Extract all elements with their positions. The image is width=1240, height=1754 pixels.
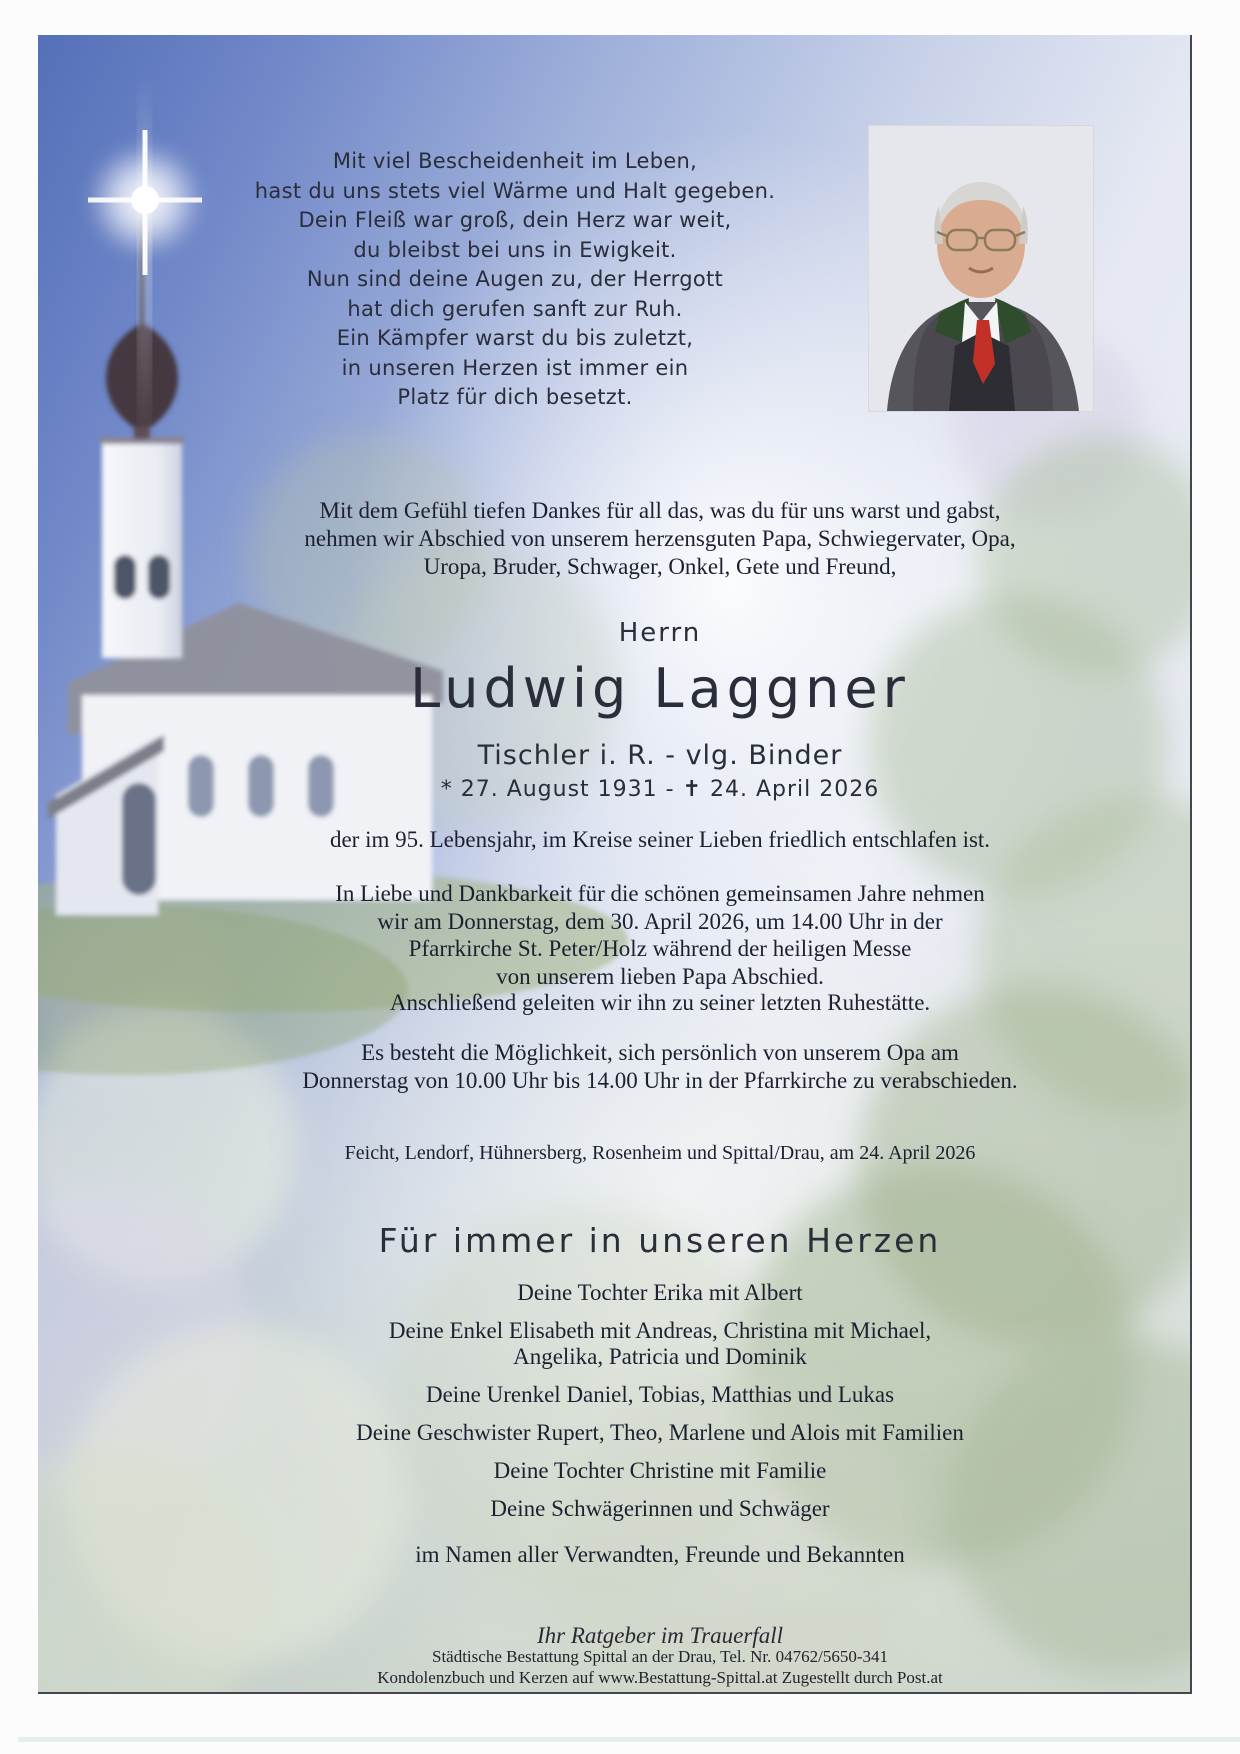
service-line: wir am Donnerstag, dem 30. April 2026, um 14.00 Uhr in der (377, 908, 943, 934)
service-line: von unserem lieben Papa Abschied. (496, 963, 824, 989)
profession-line: Tischler i. R. - vlg. Binder (477, 740, 843, 771)
scan-artifact-band (18, 1737, 1240, 1742)
poem-line: Nun sind deine Augen zu, der Herrgott (306, 267, 724, 291)
family-list (130, 1280, 1190, 1568)
farewell-line: Donnerstag von 10.00 Uhr bis 14.00 Uhr in der Pfarrkirche zu verabschieden. (302, 1067, 1018, 1093)
funeral-home-contact: Städtische Bestattung Spittal an der Drau, Tel. Nr. 04762/5650-341 (431, 1647, 888, 1666)
poem-line: hast du uns stets viel Wärme und Halt gegeben. (254, 178, 776, 203)
poem-line: hat dich gerufen sanft zur Ruh. (347, 296, 683, 321)
deceased-name: Ludwig Laggner (410, 657, 910, 720)
procession-line: Anschließend geleiten wir ihn zu seiner letzten Ruhestätte. (389, 990, 931, 1015)
family-line: Angelika, Patricia und Dominik (513, 1344, 807, 1369)
service-paragraph (130, 880, 1190, 990)
funeral-home-tagline: Ihr Ratgeber im Trauerfall (537, 1623, 783, 1648)
poem-line: in unseren Herzen ist immer ein (341, 355, 689, 380)
family-line: Deine Tochter Erika mit Albert (517, 1280, 803, 1305)
intro-line: Mit dem Gefühl tiefen Dankes für all das, was du für uns warst und gabst, (319, 498, 1001, 523)
closing-line: im Namen aller Verwandten, Freunde und Bekannten (415, 1542, 905, 1567)
remembrance-title: Für immer in unseren Herzen (378, 1221, 942, 1260)
family-line: Deine Geschwister Rupert, Theo, Marlene und Alois mit Familien (356, 1420, 964, 1445)
poem-line: du bleibst bei uns in Ewigkeit. (353, 237, 677, 262)
family-line: Deine Enkel Elisabeth mit Andreas, Christina mit Michael, (388, 1318, 932, 1343)
memorial-poem (38, 147, 992, 413)
passing-line: der im 95. Lebensjahr, im Kreise seiner Lieben friedlich entschlafen ist. (329, 827, 991, 852)
service-line: Pfarrkirche St. Peter/Holz während der heiligen Messe (408, 936, 912, 961)
funeral-home-footer (130, 1647, 1190, 1688)
poem-line: Dein Fleiß war groß, dein Herz war weit, (298, 208, 732, 232)
family-line: Deine Urenkel Daniel, Tobias, Matthias und Lukas (425, 1382, 895, 1407)
farewell-line: Es besteht die Möglichkeit, sich persönlich von unserem Opa am (361, 1040, 959, 1065)
salutation: Herrn (618, 618, 702, 648)
farewell-paragraph (130, 1039, 1190, 1094)
funeral-home-info: Kondolenzbuch und Kerzen auf www.Bestattung-Spittal.at Zugestellt durch Post.at (377, 1667, 943, 1687)
family-line: Deine Tochter Christine mit Familie (493, 1458, 827, 1483)
poem-line: Platz für dich besetzt. (397, 385, 633, 409)
poem-line: Ein Kämpfer warst du bis zuletzt, (336, 326, 694, 350)
obituary-card (38, 35, 1192, 1694)
intro-line: nehmen wir Abschied von unserem herzensguten Papa, Schwiegervater, Opa, (304, 526, 1016, 551)
service-line: In Liebe und Dankbarkeit für die schönen gemeinsamen Jahre nehmen (335, 881, 985, 906)
family-line: Deine Schwägerinnen und Schwäger (490, 1496, 830, 1521)
poem-line: Mit viel Bescheidenheit im Leben, (332, 149, 698, 173)
intro-line: Uropa, Bruder, Schwager, Onkel, Gete und Freund, (423, 554, 897, 579)
life-dates: * 27. August 1931 - ✝ 24. April 2026 (440, 777, 880, 802)
places-date-line: Feicht, Lendorf, Hühnersberg, Rosenheim und Spittal/Drau, am 24. April 2026 (344, 1142, 976, 1164)
intro-paragraph (130, 497, 1190, 581)
